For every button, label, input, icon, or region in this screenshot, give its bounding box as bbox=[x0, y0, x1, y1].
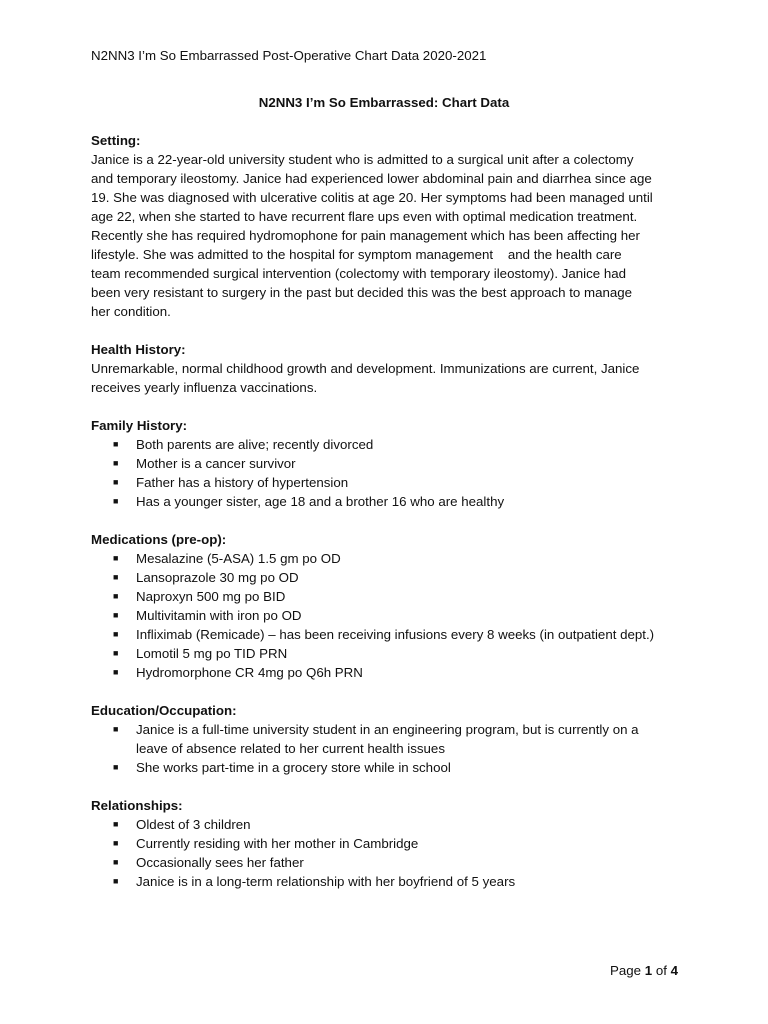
education-heading: Education/Occupation: bbox=[91, 703, 237, 718]
list-item-text: Currently residing with her mother in Cambridge bbox=[136, 836, 419, 851]
bullet-icon: ■ bbox=[113, 857, 119, 867]
family-history-heading: Family History: bbox=[91, 418, 188, 433]
list-item bbox=[91, 492, 671, 511]
list-item bbox=[91, 758, 671, 777]
bullet-icon: ■ bbox=[113, 553, 119, 563]
list-item bbox=[91, 625, 671, 644]
health-history-text: Unremarkable, normal childhood growth and development. Immunizations are current, Janice receives yearly influenza vaccinations. bbox=[91, 361, 640, 395]
page-word: Page bbox=[610, 963, 642, 978]
bullet-icon: ■ bbox=[113, 724, 119, 734]
document-title: N2NN3 I’m So Embarrassed: Chart Data bbox=[258, 95, 510, 110]
setting-text-line: lifestyle. She was admitted to the hospital for symptom management and the health care bbox=[91, 247, 622, 262]
list-item-text: Infliximab (Remicade) – has been receiving infusions every 8 weeks (in outpatient dept.) bbox=[136, 627, 655, 642]
bullet-icon: ■ bbox=[113, 591, 119, 601]
education-list bbox=[91, 720, 671, 777]
family-history-section bbox=[91, 416, 671, 511]
list-item-text: Both parents are alive; recently divorced bbox=[136, 437, 374, 452]
setting-text-line: been very resistant to surgery in the past but decided this was the best approach to manage bbox=[91, 285, 633, 300]
list-item bbox=[91, 853, 671, 872]
list-item bbox=[91, 720, 671, 758]
list-item-text: She works part-time in a grocery store while in school bbox=[136, 760, 451, 775]
list-item bbox=[91, 834, 671, 853]
setting-text-line: Recently she has required hydromophone for pain management which has been affecting her bbox=[91, 228, 640, 243]
current-page-number: 1 bbox=[644, 963, 653, 978]
document-body bbox=[91, 131, 671, 910]
list-item-text: Mother is a cancer survivor bbox=[136, 456, 296, 471]
list-item-text: Has a younger sister, age 18 and a brother 16 who are healthy bbox=[136, 494, 505, 509]
setting-heading: Setting: bbox=[91, 133, 141, 148]
total-pages-number: 4 bbox=[670, 963, 679, 978]
bullet-icon: ■ bbox=[113, 648, 119, 658]
list-item bbox=[91, 568, 671, 587]
list-item bbox=[91, 663, 671, 682]
bullet-icon: ■ bbox=[113, 439, 119, 449]
list-item bbox=[91, 473, 671, 492]
health-history-section bbox=[91, 340, 671, 397]
bullet-icon: ■ bbox=[113, 458, 119, 468]
list-item bbox=[91, 549, 671, 568]
list-item-text: Occasionally sees her father bbox=[136, 855, 304, 870]
bullet-icon: ■ bbox=[113, 819, 119, 829]
list-item-text: Multivitamin with iron po OD bbox=[136, 608, 302, 623]
medications-list bbox=[91, 549, 671, 682]
bullet-icon: ■ bbox=[113, 629, 119, 639]
setting-text-line: her condition. bbox=[91, 304, 171, 319]
list-item-text: Naproxyn 500 mg po BID bbox=[136, 589, 286, 604]
relationships-section bbox=[91, 796, 671, 891]
family-history-list bbox=[91, 435, 671, 511]
bullet-icon: ■ bbox=[113, 496, 119, 506]
running-header: N2NN3 I’m So Embarrassed Post-Operative Chart Data 2020-2021 bbox=[91, 48, 487, 63]
education-section bbox=[91, 701, 671, 777]
bullet-icon: ■ bbox=[113, 876, 119, 886]
health-history-heading: Health History: bbox=[91, 342, 186, 357]
bullet-icon: ■ bbox=[113, 572, 119, 582]
bullet-icon: ■ bbox=[113, 838, 119, 848]
list-item-text: Janice is in a long-term relationship with her boyfriend of 5 years bbox=[136, 874, 516, 889]
of-word: of bbox=[655, 963, 667, 978]
list-item-text: Oldest of 3 children bbox=[136, 817, 251, 832]
bullet-icon: ■ bbox=[113, 477, 119, 487]
bullet-icon: ■ bbox=[113, 610, 119, 620]
list-item bbox=[91, 606, 671, 625]
setting-section bbox=[91, 131, 671, 321]
medications-heading: Medications (pre-op): bbox=[91, 532, 227, 547]
list-item-text: Lomotil 5 mg po TID PRN bbox=[136, 646, 288, 661]
list-item bbox=[91, 815, 671, 834]
list-item bbox=[91, 587, 671, 606]
list-item bbox=[91, 644, 671, 663]
list-item bbox=[91, 872, 671, 891]
list-item-text: Father has a history of hypertension bbox=[136, 475, 349, 490]
setting-text-line: 19. She was diagnosed with ulcerative colitis at age 20. Her symptoms had been managed until bbox=[91, 190, 653, 205]
list-item-text: Janice is a full-time university student in an engineering program, but is currently on a leave of absence related to her current health issues bbox=[136, 722, 639, 756]
setting-text-line: team recommended surgical intervention (colectomy with temporary ileostomy). Janice had bbox=[91, 266, 627, 281]
setting-text-line: and temporary ileostomy. Janice had experienced lower abdominal pain and diarrhea since age bbox=[91, 171, 652, 186]
setting-text-line: Janice is a 22-year-old university student who is admitted to a surgical unit after a colectomy bbox=[91, 152, 634, 167]
list-item-text: Hydromorphone CR 4mg po Q6h PRN bbox=[136, 665, 363, 680]
list-item-text: Lansoprazole 30 mg po OD bbox=[136, 570, 299, 585]
bullet-icon: ■ bbox=[113, 667, 119, 677]
list-item-text: Mesalazine (5-ASA) 1.5 gm po OD bbox=[136, 551, 341, 566]
list-item bbox=[91, 454, 671, 473]
list-item bbox=[91, 435, 671, 454]
page-number-footer bbox=[610, 961, 678, 980]
bullet-icon: ■ bbox=[113, 762, 119, 772]
relationships-list bbox=[91, 815, 671, 891]
setting-text-line: age 22, when she started to have recurrent flare ups even with optimal medication treatment. bbox=[91, 209, 638, 224]
medications-section bbox=[91, 530, 671, 682]
relationships-heading: Relationships: bbox=[91, 798, 183, 813]
